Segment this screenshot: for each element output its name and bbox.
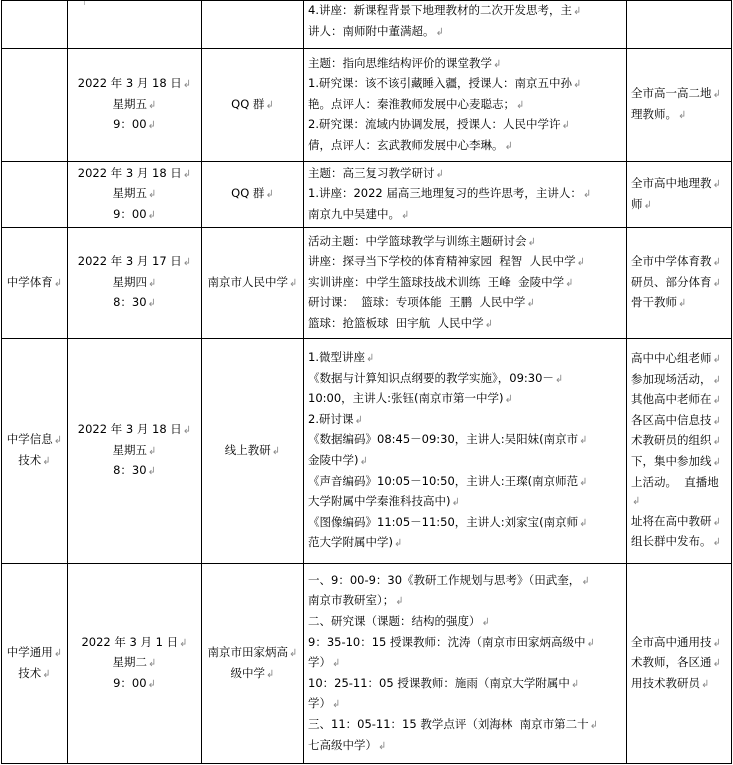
content-cell-line: 学）↲ [308,696,341,711]
content-cell-line: 10：25-11：05 授课教师：施雨（南京大学附属中↲ [308,675,580,690]
paragraph-mark: ↲ [435,168,444,180]
participants-cell-line: 用技术教研员↲ [631,675,710,690]
participants-cell-line: 参加现场活动，↲ [631,371,721,386]
content-cell-line: 讲人：南师附中董满超。↲ [308,23,444,38]
paragraph-mark: ↲ [53,435,63,447]
date-cell-line: 星期四↲ [112,274,157,289]
paragraph-mark: ↲ [289,647,298,659]
paragraph-mark: ↲ [516,99,525,111]
paragraph-mark: ↲ [493,58,502,70]
participants-cell [627,162,732,228]
content-cell [304,162,627,228]
paragraph-mark: ↲ [53,647,63,659]
paragraph-mark: ↲ [42,668,51,680]
paragraph-mark: ↲ [576,257,586,269]
paragraph-mark: ↲ [148,189,157,201]
paragraph-mark: ↲ [289,277,298,289]
date-cell-line: 星期二↲ [112,655,157,670]
content-cell-line: 《数据与计算知识点纲要的教学实施》，09:30－↲ [308,370,564,385]
participants-cell-line: 各区高中信息技↲ [631,412,721,427]
content-cell-line: 艳。点评人：秦淮教师发展中心麦聪志；↲ [308,96,525,111]
content-cell-line: 9：35-10：15 授课教师：沈涛（南京市田家炳高级中↲ [308,634,595,649]
date-cell-line: 8：30↲ [113,463,156,478]
content-cell-line: 1.讲座：2022 届高三地理复习的些许思考，主讲人：↲ [308,186,592,201]
date-cell [68,228,202,339]
paragraph-mark: ↲ [712,457,721,468]
participants-cell-line: 术教研员的组织↲ [631,433,721,448]
paragraph-mark: ↲ [579,517,588,529]
content-cell-line: 金陵中学)↲ [308,453,368,467]
paragraph-mark: ↲ [712,277,721,289]
content-cell-line: 范大学附属中学)↲ [308,535,403,550]
participants-cell-line: 下，集中参加线↲ [631,454,721,468]
category-cell-line: 技术↲ [18,665,51,680]
paragraph-mark: ↲ [378,740,387,752]
participants-cell [627,339,732,564]
paragraph-mark: ↲ [359,456,368,467]
paragraph-mark: ↲ [147,298,156,310]
paragraph-mark: ↲ [678,298,687,310]
paragraph-mark: ↲ [179,637,188,649]
paragraph-mark: ↲ [148,99,157,111]
content-cell-line: 学）↲ [308,655,341,670]
paragraph-mark: ↲ [527,236,536,248]
paragraph-mark: ↲ [554,373,564,385]
venue-cell-line: QQ 群↲ [231,96,274,111]
paragraph-mark: ↲ [147,209,156,221]
paragraph-mark: ↲ [265,189,274,201]
paragraph-mark: ↲ [182,257,192,269]
paragraph-mark: ↲ [712,658,721,670]
date-cell-line: 2022 年 3 月 18 日↲ [77,422,192,437]
paragraph-mark: ↲ [451,497,460,509]
content-cell-line: 1.研究课：该不该引藏睡入疆，授课人：南京五中孙↲ [308,76,582,91]
paragraph-mark: ↲ [504,394,513,406]
paragraph-mark: ↲ [586,637,595,649]
paragraph-mark: ↲ [394,538,403,550]
content-cell-line: 10:00，主讲人:张钰(南京市第一中学)↲ [308,391,513,406]
paragraph-mark: ↲ [712,415,721,427]
paragraph-mark: ↲ [565,277,574,289]
paragraph-mark: ↲ [712,637,721,649]
content-cell [304,49,627,162]
paragraph-mark: ↲ [712,257,721,269]
participants-cell-line: 全市高一高二地↲ [631,86,721,101]
paragraph-mark: ↲ [182,425,192,437]
content-cell-line: 七高级中学）↲ [308,737,387,752]
venue-cell [202,49,304,162]
date-cell-line: 2022 年 3 月 18 日↲ [77,76,192,91]
paragraph-mark: ↲ [266,668,275,680]
content-cell-line: 《图像编码》11:05－11:50，主讲人:刘家宝(南京师↲ [308,514,588,529]
participants-cell-line: 师↲ [631,196,652,211]
participants-cell-line: 骨干教师↲ [631,295,687,310]
paragraph-mark: ↲ [701,678,710,690]
date-cell-line: 2022 年 3 月 17 日↲ [77,254,192,269]
paragraph-mark: ↲ [395,596,404,608]
paragraph-mark: ↲ [484,318,494,330]
venue-cell [202,1,304,49]
table-row [2,162,732,228]
content-cell [304,228,627,339]
content-cell-line: 2.研究课：流域内协调发展，授课人：人民中学许↲ [308,117,570,132]
paragraph-mark: ↲ [365,353,375,365]
participants-cell-line: 全市高中通用技↲ [631,634,721,649]
venue-cell [202,564,304,764]
participants-cell-line: 研员、部分体育↲ [631,274,721,289]
activity-schedule-table [1,0,732,764]
participants-cell-line: 全市高中地理教↲ [631,175,721,190]
date-cell-line: 星期五↲ [112,96,157,111]
content-cell-line: 二、研究课（课题：结构的强度）↲ [308,614,490,629]
paragraph-mark: ↲ [504,140,513,152]
content-cell [304,1,627,49]
participants-cell-line: 上活动。 直播地↲ [631,474,719,508]
paragraph-mark: ↲ [712,374,721,386]
category-cell-line: 中学信息↲ [6,432,63,447]
paragraph-mark: ↲ [354,414,363,426]
participants-cell [627,1,732,49]
paragraph-mark: ↲ [712,436,721,448]
category-cell [2,564,68,764]
content-cell-line: 一、9：00-9：30《教研工作规划与思考》（田武奎，↲ [308,572,590,587]
date-cell-line: 9：00↲ [113,206,156,221]
date-cell-line: 9：00↲ [113,675,156,690]
category-cell-line: 中学体育↲ [6,274,63,289]
paragraph-mark: ↲ [182,79,192,91]
venue-cell-line: 南京市人民中学↲ [207,274,298,289]
date-cell-line: 9：00↲ [113,117,156,132]
content-cell [304,339,627,564]
paragraph-mark: ↲ [265,99,274,111]
paragraph-mark: ↲ [712,516,721,528]
category-cell [2,228,68,339]
paragraph-mark: ↲ [712,354,721,366]
category-cell [2,1,68,49]
paragraph-mark: ↲ [53,277,63,289]
content-cell-line: 《声音编码》10:05－10:50，主讲人:王璨(南京师范↲ [308,473,588,488]
participants-cell-line: 全市中学体育教↲ [631,254,721,269]
paragraph-mark: ↲ [589,719,599,731]
venue-cell-line: 级中学↲ [230,665,275,680]
participants-cell [627,228,732,339]
paragraph-mark: ↲ [332,699,341,711]
date-cell-line: 2022 年 3 月 18 日↲ [77,165,192,180]
content-cell [304,564,627,764]
content-cell-line: 南京九中吴建中。↲ [308,206,410,221]
paragraph-mark: ↲ [579,435,588,447]
content-cell-line: 2.研讨课↲ [308,411,363,426]
date-cell-line: 星期五↲ [112,442,157,457]
category-cell [2,162,68,228]
paragraph-mark: ↲ [147,678,156,690]
content-cell-line: 1.微型讲座↲ [308,350,375,365]
participants-cell-line: 理教师。↲ [631,107,687,121]
paragraph-mark: ↲ [182,168,192,180]
paragraph-mark: ↲ [147,120,156,132]
paragraph-mark: ↲ [271,445,281,457]
date-cell-line: 星期五↲ [112,186,157,201]
table-row [2,49,732,162]
paragraph-mark: ↲ [561,120,570,132]
paragraph-mark: ↲ [632,496,641,508]
paragraph-mark: ↲ [712,395,721,407]
content-cell-line: 倩，点评人：玄武教师发展中心李琳。↲ [308,137,513,152]
content-cell-line: 大学附属中学秦淮科技高中)↲ [308,494,460,509]
content-cell-line: 实训讲座：中学生篮球技战术训练 王峰 金陵中学↲ [308,274,574,289]
paragraph-mark: ↲ [579,476,588,488]
venue-cell [202,162,304,228]
date-cell [68,162,202,228]
date-cell-line: 2022 年 3 月 1 日↲ [81,634,188,649]
paragraph-mark: ↲ [712,178,721,190]
paragraph-mark: ↲ [712,537,721,549]
venue-cell-line: QQ 群↲ [231,186,274,201]
content-cell-line: 研讨课： 篮球：专项体能 王鹏 人民中学↲ [308,295,535,310]
venue-cell [202,339,304,564]
paragraph-mark: ↲ [712,89,721,101]
paragraph-mark: ↲ [401,209,410,221]
content-cell-line: 三、11：05-11：15 教学点评（刘海林 南京市第二十↲ [308,716,599,731]
paragraph-mark: ↲ [42,456,51,467]
participants-cell-line: 组长群中发布。↲ [631,534,721,549]
content-cell-line: 南京市教研室）；↲ [308,593,404,608]
category-cell [2,49,68,162]
participants-cell-line: 址将在高中教研↲ [631,513,721,528]
paragraph-mark: ↲ [526,298,535,310]
paragraph-mark: ↲ [481,617,490,629]
date-cell [68,564,202,764]
participants-cell [627,564,732,764]
participants-cell-line: 术教师，各区通↲ [631,655,721,670]
content-cell-line: 讲座：探寻当下学校的体育精神家园 程智 人民中学↲ [308,254,586,269]
paragraph-mark: ↲ [148,277,157,289]
paragraph-mark: ↲ [582,189,592,201]
venue-cell-line: 南京市田家炳高↲ [207,644,298,659]
venue-cell-line: 线上教研↲ [224,442,281,457]
paragraph-mark: ↲ [581,575,590,587]
paragraph-mark: ↲ [148,445,157,457]
table-row [2,339,732,564]
participants-cell [627,49,732,162]
paragraph-mark: ↲ [435,26,444,38]
venue-cell [202,228,304,339]
paragraph-mark: ↲ [332,658,341,670]
content-cell-line: 《数据编码》08:45－09:30，主讲人:吴阳妹(南京市↲ [308,432,588,447]
content-cell-line: 活动主题：中学篮球教学与训练主题研讨会↲ [308,233,536,248]
participants-cell-line: 其他高中老师在↲ [631,392,721,407]
paragraph-mark: ↲ [148,658,157,670]
content-cell-line: 主题：指向思维结构评价的课堂教学↲ [308,55,502,70]
content-cell-line: 篮球：抢篮板球 田宇航 人民中学↲ [308,315,494,330]
paragraph-mark: ↲ [570,678,580,690]
category-cell [2,339,68,564]
table-row [2,1,732,49]
paragraph-mark: ↲ [572,79,582,91]
date-cell [68,1,202,49]
date-cell-line: 8：30↲ [113,295,156,310]
paragraph-mark: ↲ [572,6,582,17]
table-row [2,564,732,764]
category-cell-line: 技术↲ [18,453,51,467]
content-cell-line: 4.讲座：新课程背景下地理教材的二次开发思考，主↲ [308,3,582,17]
paragraph-mark: ↲ [678,110,687,121]
paragraph-mark: ↲ [147,466,156,478]
date-cell [68,339,202,564]
table-row [2,228,732,339]
category-cell-line: 中学通用↲ [6,644,63,659]
date-cell [68,49,202,162]
participants-cell-line: 高中中心组老师↲ [631,351,721,366]
paragraph-mark: ↲ [643,199,652,211]
content-cell-line: 主题：高三复习教学研讨↲ [308,165,444,180]
